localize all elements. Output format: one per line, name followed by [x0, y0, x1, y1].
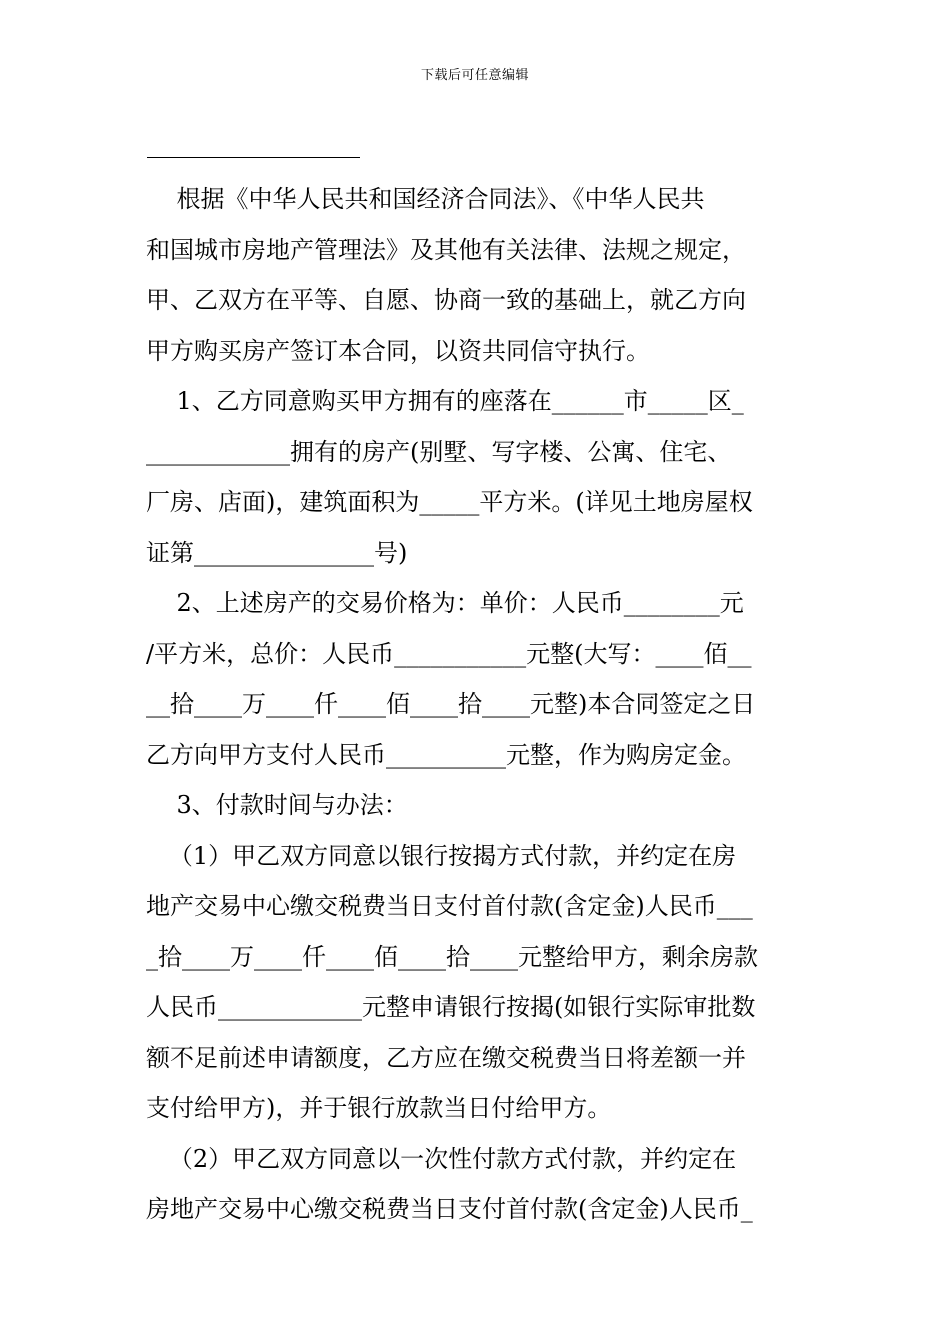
text-line: 甲、乙双方在平等、自愿、协商一致的基础上，就乙方向 [146, 286, 746, 314]
text-line: 房地产交易中心缴交税费当日支付首付款(含定金)人民币_ [146, 1195, 753, 1223]
top-divider [147, 157, 360, 158]
text-line: ____________拥有的房产(别墅、写字楼、公寓、住宅、 [146, 437, 732, 466]
text-line: （2）甲乙双方同意以一次性付款方式付款，并约定在 [146, 1144, 737, 1173]
text-line: 甲方购买房产签订本合同，以资共同信守执行。 [146, 336, 650, 365]
text-line: /平方米，总价：人民币___________元整(大写：____佰__ [146, 639, 752, 668]
text-line: __拾____万____仟____佰____拾____元整)本合同签定之日 [146, 690, 756, 718]
text-line: 2、上述房产的交易价格为：单价：人民币________元 [146, 589, 744, 617]
text-line: 厂房、店面)，建筑面积为_____平方米。(详见土地房屋权 [146, 488, 753, 516]
page-header: 下载后可任意编辑 [420, 68, 529, 83]
text-line: 支付给甲方)，并于银行放款当日付给甲方。 [146, 1094, 612, 1122]
text-line: 乙方向甲方支付人民币__________元整，作为购房定金。 [146, 740, 746, 769]
text-line: 和国城市房地产管理法》及其他有关法律、法规之规定， [146, 235, 746, 264]
text-line: （1）甲乙双方同意以银行按揭方式付款，并约定在房 [146, 841, 737, 870]
text-line: 根据《中华人民共和国经济合同法》、《中华人民共 [146, 185, 705, 213]
text-line: 地产交易中心缴交税费当日支付首付款(含定金)人民币___ [146, 892, 753, 920]
text-line: 3、付款时间与办法： [146, 791, 408, 819]
text-line: 证第_______________号) [146, 538, 408, 567]
text-line: _拾____万____仟____佰____拾____元整给甲方，剩余房款 [146, 942, 758, 971]
text-line: 1、乙方同意购买甲方拥有的座落在______市_____区_ [146, 387, 744, 415]
text-line: 额不足前述申请额度，乙方应在缴交税费当日将差额一并 [146, 1043, 746, 1072]
contract-body [146, 174, 806, 1235]
text-line: 人民币____________元整申请银行按揭(如银行实际审批数 [146, 993, 756, 1021]
